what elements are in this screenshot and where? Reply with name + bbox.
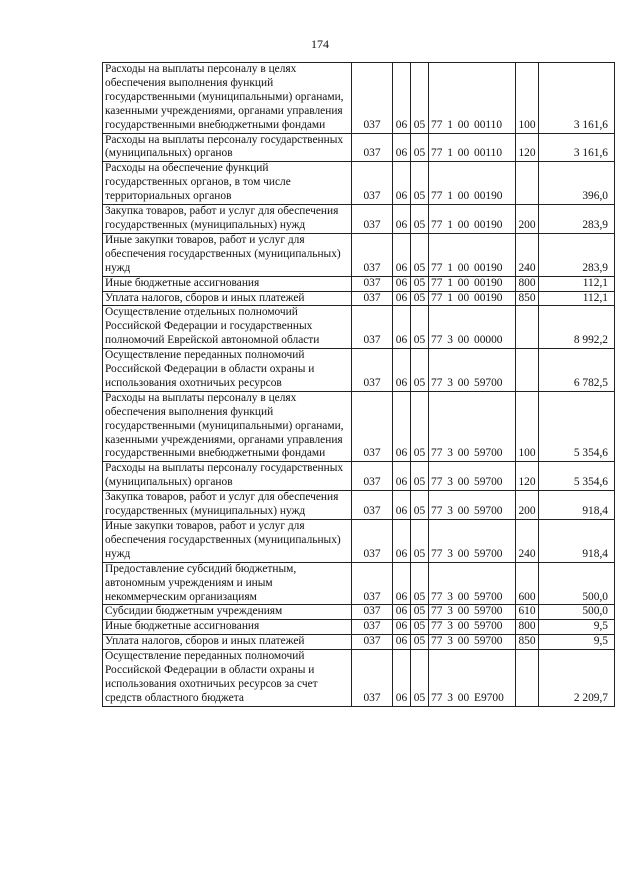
row-amount: 6 782,5 <box>539 349 615 392</box>
row-subsection-code: 05 <box>411 63 429 134</box>
row-amount: 500,0 <box>539 562 615 605</box>
row-name: Расходы на выплаты персоналу в целях обеспечения выполнения функций государственными (муниципальными) органами, казенными учреждениями, органами управления государственными внебюджетными фондами <box>103 391 352 462</box>
table-row <box>103 620 615 635</box>
row-subsection-code: 05 <box>411 605 429 620</box>
row-section-code: 06 <box>393 650 411 707</box>
row-subsection-code: 05 <box>411 205 429 234</box>
row-ministry-code: 037 <box>352 650 393 707</box>
row-expense-type-code: 600 <box>516 562 539 605</box>
row-amount: 283,9 <box>539 233 615 276</box>
row-amount: 500,0 <box>539 605 615 620</box>
row-name: Иные закупки товаров, работ и услуг для обеспечения государственных (муниципальных) нужд <box>103 520 352 563</box>
row-name: Закупка товаров, работ и услуг для обеспечения государственных (муниципальных) нужд <box>103 491 352 520</box>
row-ministry-code: 037 <box>352 291 393 306</box>
row-subsection-code: 05 <box>411 133 429 162</box>
row-name: Осуществление отдельных полномочий Российской Федерации и государственных полномочий Еврейской автономной области <box>103 306 352 349</box>
row-expense-type-code: 200 <box>516 205 539 234</box>
row-name: Расходы на обеспечение функций государственных органов, в том числе территориальных органов <box>103 162 352 205</box>
row-expense-type-code <box>516 306 539 349</box>
row-subsection-code: 05 <box>411 620 429 635</box>
row-section-code: 06 <box>393 291 411 306</box>
row-target-article-code: 77 1 00 00190 <box>429 205 516 234</box>
row-amount: 9,5 <box>539 620 615 635</box>
row-amount: 9,5 <box>539 635 615 650</box>
row-expense-type-code: 200 <box>516 491 539 520</box>
row-section-code: 06 <box>393 205 411 234</box>
row-section-code: 06 <box>393 162 411 205</box>
table-row <box>103 276 615 291</box>
row-target-article-code: 77 3 00 E9700 <box>429 650 516 707</box>
row-amount: 918,4 <box>539 520 615 563</box>
row-amount: 112,1 <box>539 276 615 291</box>
row-subsection-code: 05 <box>411 276 429 291</box>
table-row <box>103 520 615 563</box>
table-row <box>103 605 615 620</box>
row-subsection-code: 05 <box>411 462 429 491</box>
row-target-article-code: 77 3 00 59700 <box>429 635 516 650</box>
row-expense-type-code: 120 <box>516 462 539 491</box>
row-ministry-code: 037 <box>352 391 393 462</box>
row-section-code: 06 <box>393 133 411 162</box>
row-name: Уплата налогов, сборов и иных платежей <box>103 635 352 650</box>
row-ministry-code: 037 <box>352 233 393 276</box>
row-expense-type-code: 610 <box>516 605 539 620</box>
row-expense-type-code: 100 <box>516 63 539 134</box>
row-target-article-code: 77 1 00 00110 <box>429 63 516 134</box>
row-name: Расходы на выплаты персоналу в целях обеспечения выполнения функций государственными (муниципальными) органами, казенными учреждениями, органами управления государственными внебюджетными фондами <box>103 63 352 134</box>
row-subsection-code: 05 <box>411 349 429 392</box>
row-section-code: 06 <box>393 63 411 134</box>
row-amount: 918,4 <box>539 491 615 520</box>
table-row <box>103 291 615 306</box>
row-section-code: 06 <box>393 391 411 462</box>
row-subsection-code: 05 <box>411 491 429 520</box>
row-amount: 396,0 <box>539 162 615 205</box>
row-amount: 5 354,6 <box>539 391 615 462</box>
row-ministry-code: 037 <box>352 63 393 134</box>
table-row <box>103 491 615 520</box>
row-subsection-code: 05 <box>411 562 429 605</box>
row-expense-type-code: 240 <box>516 520 539 563</box>
row-name: Иные бюджетные ассигнования <box>103 276 352 291</box>
row-target-article-code: 77 3 00 59700 <box>429 391 516 462</box>
row-ministry-code: 037 <box>352 491 393 520</box>
row-expense-type-code: 850 <box>516 291 539 306</box>
row-section-code: 06 <box>393 233 411 276</box>
budget-table <box>102 62 615 707</box>
row-section-code: 06 <box>393 306 411 349</box>
row-ministry-code: 037 <box>352 162 393 205</box>
row-section-code: 06 <box>393 520 411 563</box>
row-target-article-code: 77 1 00 00190 <box>429 233 516 276</box>
row-subsection-code: 05 <box>411 162 429 205</box>
table-row <box>103 650 615 707</box>
row-subsection-code: 05 <box>411 291 429 306</box>
table-row <box>103 562 615 605</box>
row-amount: 2 209,7 <box>539 650 615 707</box>
row-name: Иные бюджетные ассигнования <box>103 620 352 635</box>
table-row <box>103 635 615 650</box>
row-ministry-code: 037 <box>352 462 393 491</box>
row-name: Уплата налогов, сборов и иных платежей <box>103 291 352 306</box>
row-amount: 3 161,6 <box>539 63 615 134</box>
row-name: Иные закупки товаров, работ и услуг для обеспечения государственных (муниципальных) нужд <box>103 233 352 276</box>
row-target-article-code: 77 3 00 59700 <box>429 620 516 635</box>
row-name: Расходы на выплаты персоналу государственных (муниципальных) органов <box>103 133 352 162</box>
row-target-article-code: 77 3 00 59700 <box>429 605 516 620</box>
row-subsection-code: 05 <box>411 306 429 349</box>
row-subsection-code: 05 <box>411 635 429 650</box>
row-name: Предоставление субсидий бюджетным, автономным учреждениям и иным некоммерческим организациям <box>103 562 352 605</box>
row-subsection-code: 05 <box>411 650 429 707</box>
table-row <box>103 63 615 134</box>
table-row <box>103 306 615 349</box>
row-section-code: 06 <box>393 605 411 620</box>
row-section-code: 06 <box>393 620 411 635</box>
table-row <box>103 233 615 276</box>
row-target-article-code: 77 3 00 59700 <box>429 462 516 491</box>
table-row <box>103 462 615 491</box>
row-target-article-code: 77 3 00 59700 <box>429 562 516 605</box>
page-number: 174 <box>311 37 329 51</box>
row-target-article-code: 77 3 00 59700 <box>429 520 516 563</box>
table-row <box>103 391 615 462</box>
row-subsection-code: 05 <box>411 391 429 462</box>
row-amount: 3 161,6 <box>539 133 615 162</box>
row-ministry-code: 037 <box>352 605 393 620</box>
row-section-code: 06 <box>393 349 411 392</box>
row-amount: 8 992,2 <box>539 306 615 349</box>
row-expense-type-code <box>516 162 539 205</box>
table-row <box>103 133 615 162</box>
row-name: Расходы на выплаты персоналу государственных (муниципальных) органов <box>103 462 352 491</box>
row-section-code: 06 <box>393 635 411 650</box>
row-target-article-code: 77 1 00 00190 <box>429 291 516 306</box>
row-name: Закупка товаров, работ и услуг для обеспечения государственных (муниципальных) нужд <box>103 205 352 234</box>
row-target-article-code: 77 1 00 00110 <box>429 133 516 162</box>
row-ministry-code: 037 <box>352 276 393 291</box>
row-ministry-code: 037 <box>352 133 393 162</box>
row-ministry-code: 037 <box>352 349 393 392</box>
row-target-article-code: 77 1 00 00190 <box>429 162 516 205</box>
table-row <box>103 349 615 392</box>
row-name: Субсидии бюджетным учреждениям <box>103 605 352 620</box>
row-ministry-code: 037 <box>352 620 393 635</box>
row-ministry-code: 037 <box>352 562 393 605</box>
row-section-code: 06 <box>393 562 411 605</box>
row-name: Осуществление переданных полномочий Российской Федерации в области охраны и использования охотничьих ресурсов <box>103 349 352 392</box>
row-expense-type-code: 800 <box>516 620 539 635</box>
row-subsection-code: 05 <box>411 520 429 563</box>
row-expense-type-code: 120 <box>516 133 539 162</box>
row-expense-type-code: 800 <box>516 276 539 291</box>
row-expense-type-code: 850 <box>516 635 539 650</box>
row-ministry-code: 037 <box>352 306 393 349</box>
row-target-article-code: 77 3 00 59700 <box>429 349 516 392</box>
row-expense-type-code <box>516 650 539 707</box>
row-target-article-code: 77 3 00 59700 <box>429 491 516 520</box>
row-target-article-code: 77 3 00 00000 <box>429 306 516 349</box>
row-amount: 5 354,6 <box>539 462 615 491</box>
table-row <box>103 162 615 205</box>
row-expense-type-code: 240 <box>516 233 539 276</box>
row-name: Осуществление переданных полномочий Российской Федерации в области охраны и использования охотничьих ресурсов за счет средств областного бюджета <box>103 650 352 707</box>
row-subsection-code: 05 <box>411 233 429 276</box>
row-section-code: 06 <box>393 491 411 520</box>
row-expense-type-code: 100 <box>516 391 539 462</box>
row-ministry-code: 037 <box>352 205 393 234</box>
row-target-article-code: 77 1 00 00190 <box>429 276 516 291</box>
row-section-code: 06 <box>393 276 411 291</box>
row-expense-type-code <box>516 349 539 392</box>
row-ministry-code: 037 <box>352 520 393 563</box>
row-amount: 283,9 <box>539 205 615 234</box>
row-section-code: 06 <box>393 462 411 491</box>
row-amount: 112,1 <box>539 291 615 306</box>
table-row <box>103 205 615 234</box>
row-ministry-code: 037 <box>352 635 393 650</box>
